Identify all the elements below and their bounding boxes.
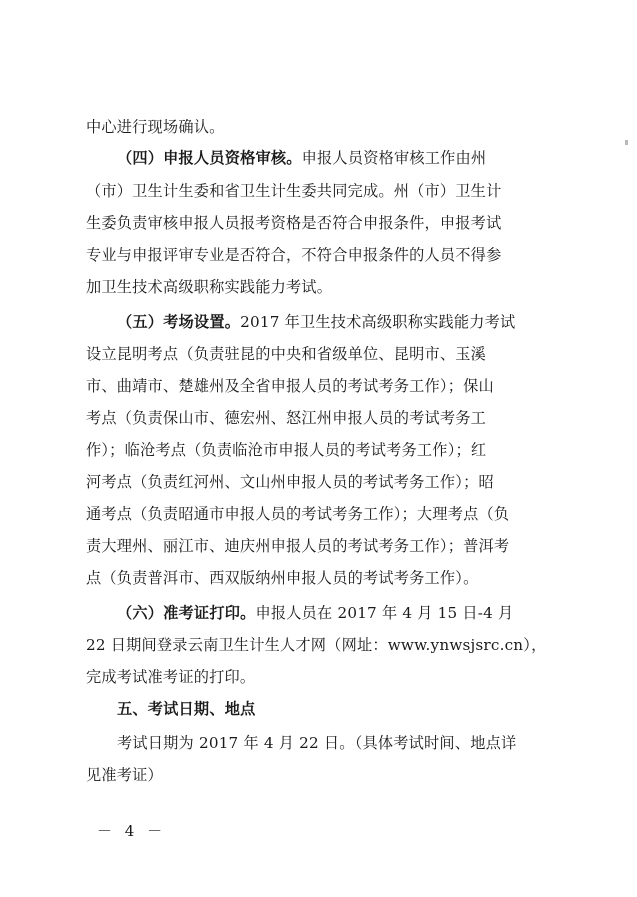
line-text: 2017 年卫生技术高级职称实践能力考试 [240, 313, 516, 331]
body-line [117, 733, 587, 753]
line-text: 通考点（负责昭通市申报人员的考试考务工作）；大理考点（负 [86, 505, 510, 523]
line-text: 加卫生技术高级职称实践能力考试。 [86, 278, 333, 296]
body-line [86, 765, 556, 785]
line-text: 专业与申报评审专业是否符合，不符合申报条件的人员不得参 [86, 246, 502, 264]
page-number: － 4 － [97, 822, 167, 840]
line-text: （市）卫生计生委和省卫生计生委共同完成。州（市）卫生计 [86, 182, 502, 200]
body-line [86, 277, 556, 297]
line-text: 申报人员资格审核工作由州 [301, 149, 487, 167]
line-text: 中心进行现场确认。 [86, 118, 225, 136]
section-heading: （五）考场设置。 [117, 313, 241, 331]
body-line [86, 536, 556, 556]
body-line [86, 213, 556, 233]
line-text: 考试日期为 2017 年 4 月 22 日。（具体考试时间、地点详 [117, 734, 517, 752]
body-line [86, 504, 556, 524]
section-heading: （四）申报人员资格审核。 [117, 149, 302, 167]
line-text: 见准考证） [86, 766, 163, 784]
line-text: 责大理州、丽江市、迪庆州申报人员的考试考务工作）；普洱考 [86, 537, 510, 555]
section-heading: （六）准考证打印。 [117, 604, 256, 622]
line-text: 申报人员在 2017 年 4 月 15 日-4 月 [255, 604, 514, 622]
line-text: 作）；临沧考点（负责临沧市申报人员的考试考务工作）；红 [86, 441, 487, 459]
body-line [86, 635, 556, 655]
body-line [86, 408, 556, 428]
body-line [86, 568, 556, 588]
body-line [86, 181, 556, 201]
body-line [86, 245, 556, 265]
body-line [86, 117, 556, 137]
line-text: 22 日期间登录云南卫生计生人才网（网址：www.ynwsjsrc.cn）， [86, 636, 547, 654]
section-six-heading-line [117, 603, 587, 623]
line-text: 河考点（负责红河州、文山州申报人员的考试考务工作）；昭 [86, 473, 494, 491]
line-text: 市、曲靖市、楚雄州及全省申报人员的考试考务工作）；保山 [86, 377, 494, 395]
body-line [86, 472, 556, 492]
body-line [86, 440, 556, 460]
line-text: 完成考试准考证的打印。 [86, 668, 256, 686]
line-text: 设立昆明考点（负责驻昆的中央和省级单位、昆明市、玉溪 [86, 345, 487, 363]
body-line [86, 344, 556, 364]
section-four-heading-line [117, 148, 587, 168]
chapter-five-heading-line [117, 699, 587, 719]
body-line [86, 667, 556, 687]
body-line [86, 376, 556, 396]
chapter-heading: 五、考试日期、地点 [117, 700, 256, 718]
section-five-heading-line [117, 312, 587, 332]
line-text: 生委负责审核申报人员报考资格是否符合申报条件，申报考试 [86, 214, 502, 232]
line-text: 考点（负责保山市、德宏州、怒江州申报人员的考试考务工 [86, 409, 487, 427]
line-text: 点（负责普洱市、西双版纳州申报人员的考试考务工作）。 [86, 569, 479, 587]
scan-edge-mark [625, 140, 628, 145]
